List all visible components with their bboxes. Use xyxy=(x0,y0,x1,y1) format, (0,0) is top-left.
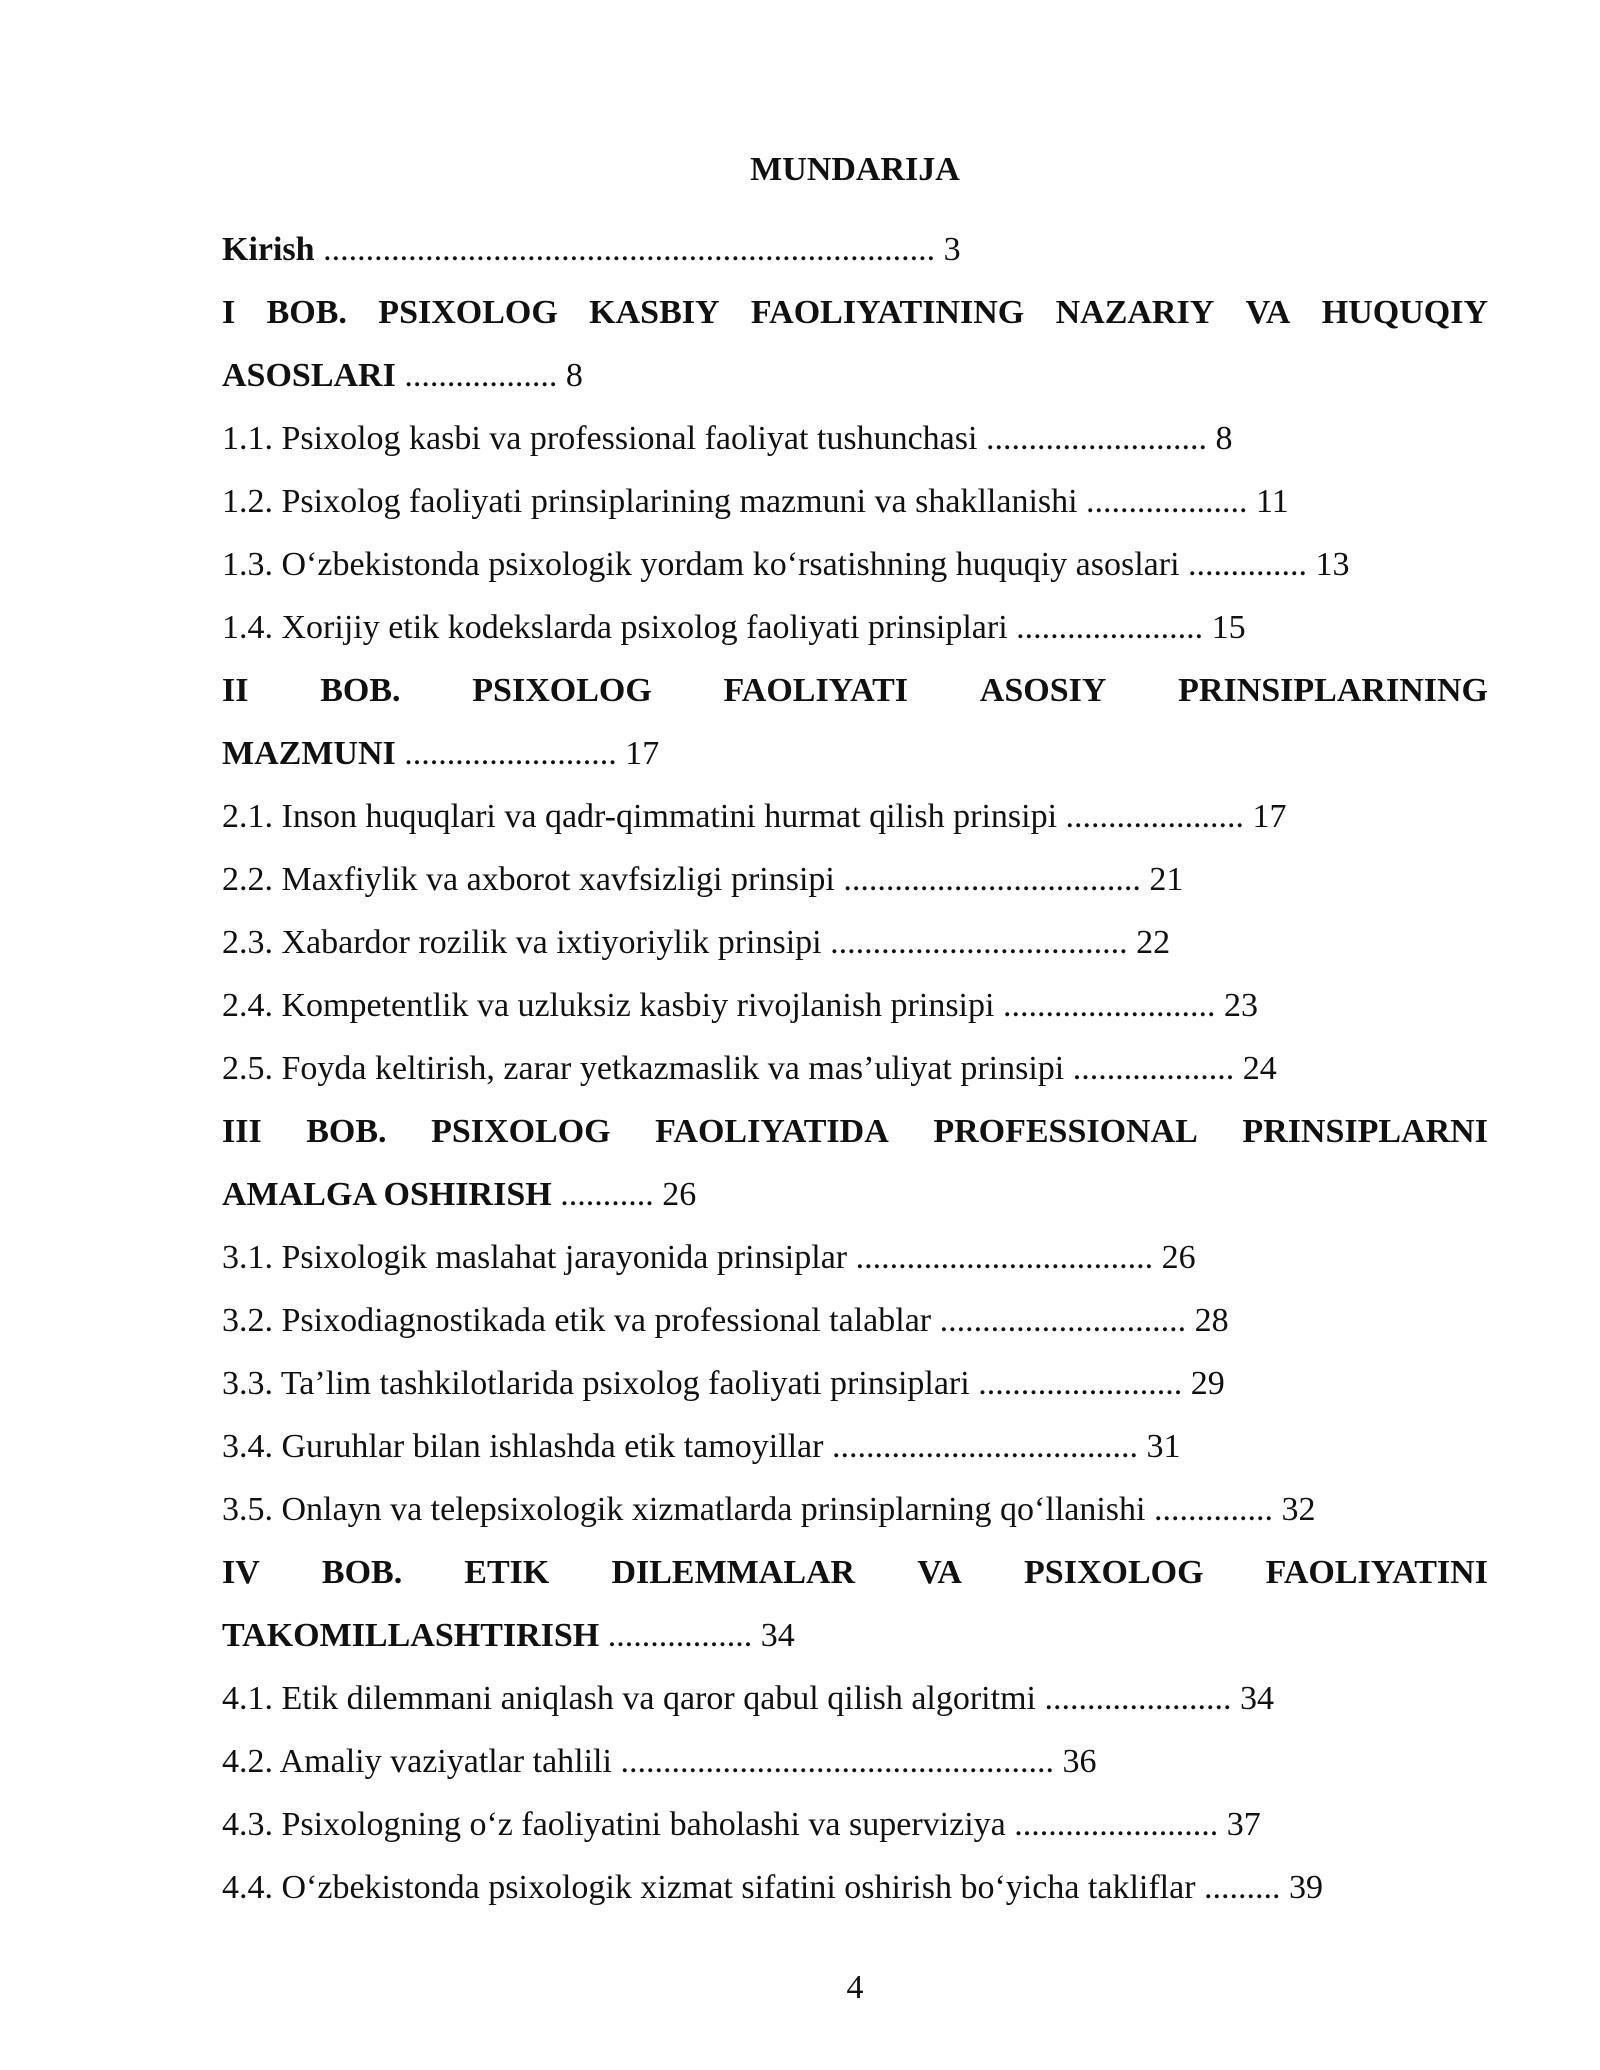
toc-entry: 4.1. Etik dilemmani aniqlash va qaror qabul qilish algoritmi ...................... 34 xyxy=(222,1680,1274,1717)
chapter-leader: ......................... 17 xyxy=(395,735,660,772)
toc-chapter-4-tail xyxy=(222,1604,1488,1667)
chapter-word: PSIXOLOG xyxy=(472,672,652,709)
chapter-word: PSIXOLOG xyxy=(431,1113,611,1150)
chapter-word: BOB. xyxy=(306,1113,387,1150)
chapter-word: PSIXOLOG xyxy=(378,294,558,331)
toc-chapter-1-tail xyxy=(222,344,1488,407)
chapter-word: FAOLIYATIDA xyxy=(655,1113,889,1150)
toc-chapter-2-tail xyxy=(222,722,1488,785)
chapter-word: III xyxy=(222,1113,262,1150)
chapter-leader: ................. 34 xyxy=(599,1617,795,1654)
chapter-word: VA xyxy=(917,1554,962,1591)
chapter-word: BOB. xyxy=(321,1554,403,1591)
toc-entry: 2.2. Maxfiylik va axborot xavfsizligi prinsipi ................................... 21 xyxy=(222,861,1184,898)
chapter-word: NAZARIY xyxy=(1055,294,1215,331)
toc-entry: 4.3. Psixologning o‘z faoliyatini baholashi va superviziya ........................ 37 xyxy=(222,1806,1261,1843)
toc-entry: 1.2. Psixolog faoliyati prinsiplarining mazmuni va shakllanishi ................... 11 xyxy=(222,483,1289,520)
toc-entry: 1.1. Psixolog kasbi va professional faoliyat tushunchasi .......................... 8 xyxy=(222,420,1233,457)
toc-entry: 3.1. Psixologik maslahat jarayonida prinsiplar ................................... 26 xyxy=(222,1239,1196,1276)
toc-intro-label: Kirish xyxy=(222,231,315,268)
chapter-word: BOB. xyxy=(320,672,401,709)
chapter-word: DILEMMALAR xyxy=(611,1554,856,1591)
document-page xyxy=(222,0,1488,2070)
toc-entry: 4.2. Amaliy vaziyatlar tahlili ................................................... 36 xyxy=(222,1743,1097,1780)
chapter-tail: MAZMUNI xyxy=(222,735,396,772)
toc-chapter-3-tail xyxy=(222,1163,1488,1226)
chapter-tail: TAKOMILLASHTIRISH xyxy=(222,1617,600,1654)
toc-chapter-3-heading xyxy=(222,1100,1488,1163)
toc-intro-leader: ........................................................................ 3 xyxy=(314,231,961,268)
chapter-word: IV xyxy=(222,1554,260,1591)
toc-entry: 2.5. Foyda keltirish, zarar yetkazmaslik va mas’uliyat prinsipi ................... 24 xyxy=(222,1050,1277,1087)
toc-chapter-4-heading xyxy=(222,1541,1488,1604)
toc-entry: 3.5. Onlayn va telepsixologik xizmatlarda prinsiplarning qo‘llanishi .............. 32 xyxy=(222,1491,1316,1528)
chapter-word: KASBIY xyxy=(589,294,720,331)
chapter-word: FAOLIYATINING xyxy=(750,294,1025,331)
chapter-word: FAOLIYATINI xyxy=(1265,1554,1488,1591)
toc-entry: 1.3. O‘zbekistonda psixologik yordam ko‘rsatishning huquqiy asoslari .............. 13 xyxy=(222,546,1350,583)
chapter-word: PRINSIPLARINING xyxy=(1178,672,1488,709)
toc-entry: 1.4. Xorijiy etik kodekslarda psixolog faoliyati prinsiplari ...................... 15 xyxy=(222,609,1246,646)
chapter-word: I xyxy=(222,294,236,331)
toc-entry: 3.3. Ta’lim tashkilotlarida psixolog faoliyati prinsiplari ........................ 29 xyxy=(222,1365,1225,1402)
toc-entry: 3.2. Psixodiagnostikada etik va professional talablar ............................. 28 xyxy=(222,1302,1229,1339)
chapter-word: PSIXOLOG xyxy=(1024,1554,1204,1591)
page-title: MUNDARIJA xyxy=(750,151,960,188)
chapter-word: II xyxy=(222,672,249,709)
chapter-word: PRINSIPLARNI xyxy=(1242,1113,1488,1150)
chapter-word: ASOSIY xyxy=(979,672,1107,709)
chapter-word: BOB. xyxy=(266,294,347,331)
chapter-word: VA xyxy=(1245,294,1291,331)
chapter-word: ETIK xyxy=(464,1554,550,1591)
toc-entry-intro xyxy=(222,218,1488,281)
chapter-leader: .................. 8 xyxy=(395,357,583,394)
toc-chapter-1-heading xyxy=(222,281,1488,344)
chapter-tail: ASOSLARI xyxy=(222,357,396,394)
chapter-word: HUQUQIY xyxy=(1321,294,1488,331)
page-number: 4 xyxy=(846,1969,864,2006)
chapter-tail: AMALGA OSHIRISH xyxy=(222,1176,552,1213)
chapter-word: PROFESSIONAL xyxy=(933,1113,1198,1150)
toc-entry: 3.4. Guruhlar bilan ishlashda etik tamoyillar .................................... 31 xyxy=(222,1428,1181,1465)
chapter-leader: ........... 26 xyxy=(551,1176,697,1213)
toc-entry: 2.1. Inson huquqlari va qadr-qimmatini hurmat qilish prinsipi ..................... 17 xyxy=(222,798,1287,835)
chapter-word: FAOLIYATI xyxy=(723,672,909,709)
toc-entry: 2.3. Xabardor rozilik va ixtiyoriylik prinsipi ................................... 22 xyxy=(222,924,1171,961)
toc-entry: 2.4. Kompetentlik va uzluksiz kasbiy rivojlanish prinsipi ......................... 23 xyxy=(222,987,1258,1024)
toc-entry: 4.4. O‘zbekistonda psixologik xizmat sifatini oshirish bo‘yicha takliflar ......... 39 xyxy=(222,1869,1324,1906)
toc-chapter-2-heading xyxy=(222,659,1488,722)
